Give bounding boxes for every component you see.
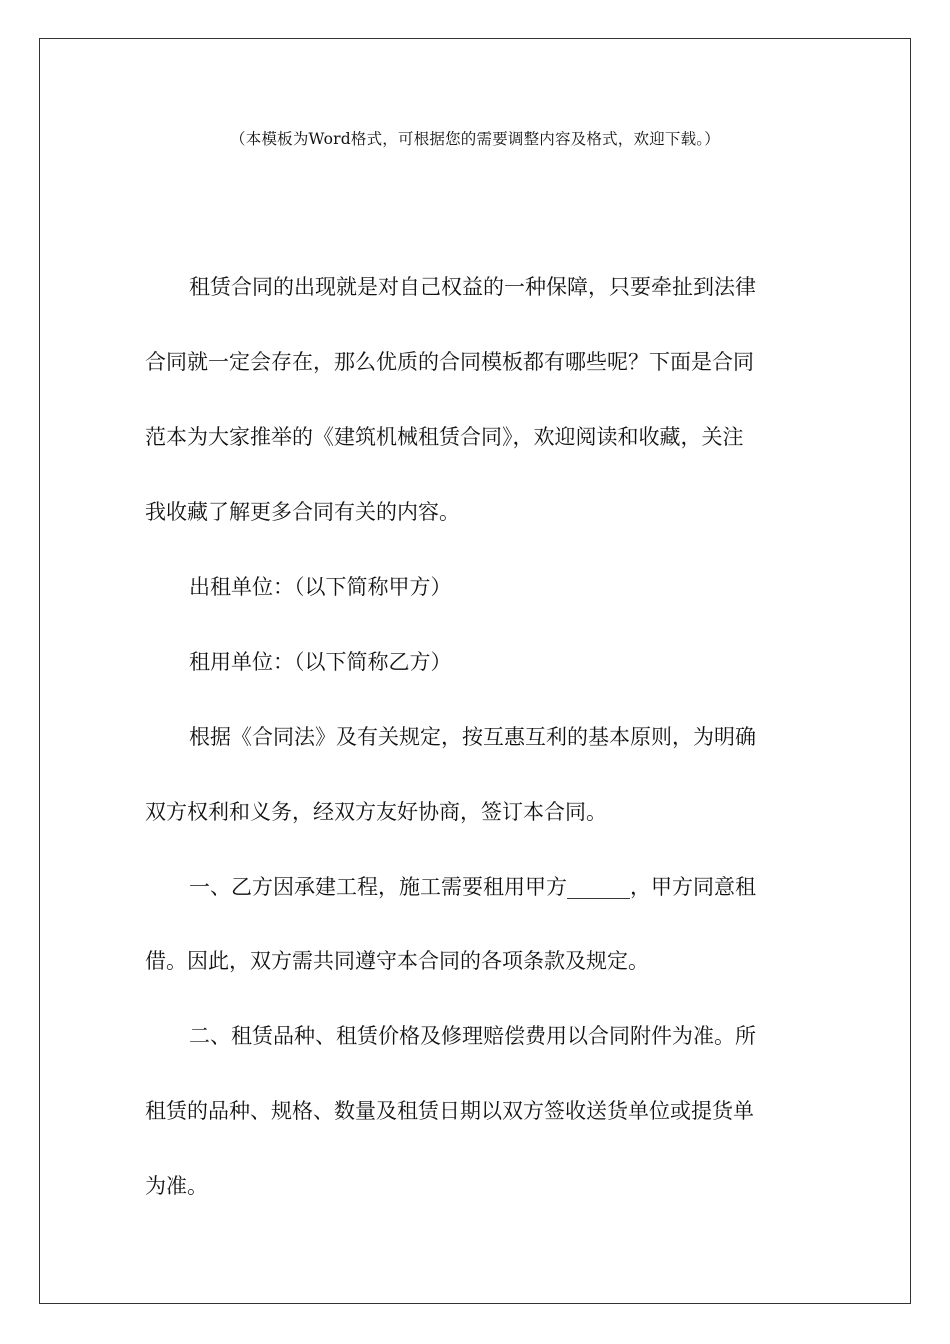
lessor-line: 出租单位：（以下简称甲方）	[189, 575, 452, 599]
clause-2-line-2: 租赁的品种、规格、数量及租赁日期以双方签收送货单位或提货单	[145, 1099, 754, 1123]
paragraph-intro-line-1: 租赁合同的出现就是对自己权益的一种保障，只要牵扯到法律	[189, 275, 756, 299]
lessee-line: 租用单位：（以下简称乙方）	[189, 650, 452, 674]
template-note: （本模板为Word格式，可根据您的需要调整内容及格式，欢迎下载。）	[230, 130, 720, 148]
paragraph-intro-line-2: 合同就一定会存在，那么优质的合同模板都有哪些呢？下面是合同	[145, 350, 754, 374]
clause-1-line-1: 一、乙方因承建工程，施工需要租用甲方______，甲方同意租	[189, 875, 756, 899]
paragraph-intro-line-4: 我收藏了解更多合同有关的内容。	[145, 500, 460, 524]
paragraph-intro-line-3: 范本为大家推举的《建筑机械租赁合同》，欢迎阅读和收藏，关注	[145, 425, 744, 449]
paragraph-basis-line-2: 双方权利和义务，经双方友好协商，签订本合同。	[145, 800, 607, 824]
clause-1-line-2: 借。因此，双方需共同遵守本合同的各项条款及规定。	[145, 949, 649, 973]
paragraph-basis-line-1: 根据《合同法》及有关规定，按互惠互利的基本原则，为明确	[189, 725, 756, 749]
clause-2-line-1: 二、租赁品种、租赁价格及修理赔偿费用以合同附件为准。所	[189, 1024, 756, 1048]
clause-2-line-3: 为准。	[145, 1174, 208, 1198]
